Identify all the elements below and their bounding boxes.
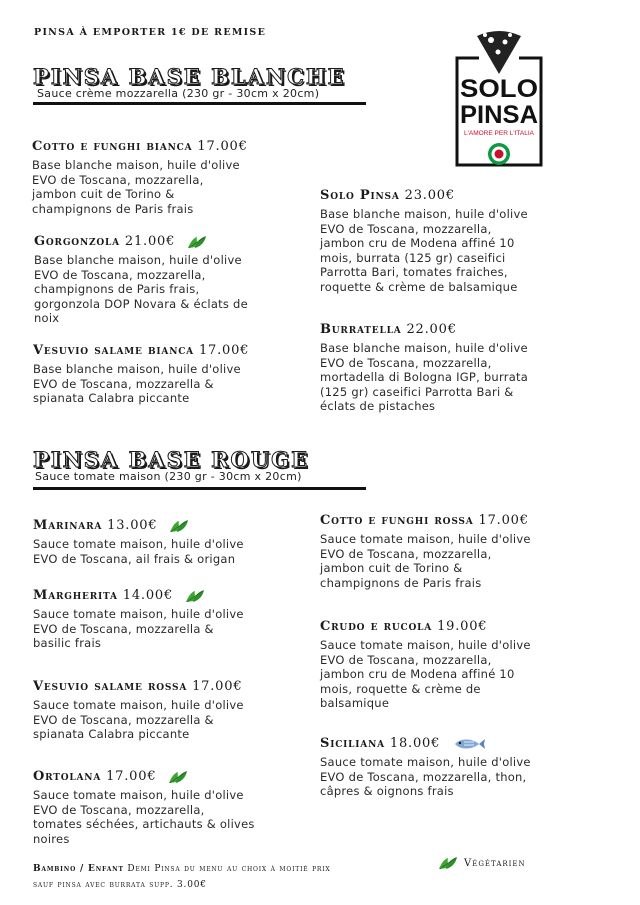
description-line: Sauce tomate maison, huile d'olive xyxy=(320,755,531,769)
item-description xyxy=(32,158,287,216)
menu-item xyxy=(320,322,575,414)
item-name xyxy=(33,588,288,603)
item-price: 17.00€ xyxy=(192,679,243,694)
kids-offer xyxy=(33,864,330,874)
description-line: Sauce tomate maison, huile d'olive xyxy=(320,532,531,546)
item-description xyxy=(320,532,575,590)
item-description xyxy=(320,207,575,295)
section-subtitle-blanche: Sauce crème mozzarella (230 gr - 30cm x 20cm) xyxy=(37,87,320,100)
item-title: Marinara xyxy=(33,518,103,533)
item-title: Siciliana xyxy=(320,736,385,751)
vegetarian-legend xyxy=(438,856,526,870)
description-line: spianata Calabra piccante xyxy=(33,391,190,406)
description-line: champignons de Paris frais, xyxy=(34,282,200,297)
leaf-icon xyxy=(187,235,207,249)
menu-item xyxy=(320,188,575,295)
description-line: Base blanche maison, huile d'olive xyxy=(33,362,241,376)
description-line: tomates séchées, artichauts & olives xyxy=(33,817,255,832)
item-name xyxy=(33,343,288,358)
pizza-slice-icon xyxy=(477,31,521,74)
description-line: gorgonzola DOP Novara & éclats de xyxy=(34,296,248,311)
legend-label: Végétarien xyxy=(464,857,526,869)
description-line: EVO de Toscana, mozzarella, thon, xyxy=(320,769,527,784)
logo-line2: PINSA xyxy=(460,101,538,129)
item-name xyxy=(33,769,288,784)
solo-pinsa-logo xyxy=(453,30,545,172)
description-line: Base blanche maison, huile d'olive xyxy=(320,341,528,355)
description-line: roquette & crème de balsamique xyxy=(320,279,518,294)
description-line: éclats de pistaches xyxy=(320,399,436,414)
description-line: EVO de Toscana, mozzarella, xyxy=(33,802,205,817)
item-name xyxy=(320,188,575,203)
description-line: Sauce tomate maison, huile d'olive xyxy=(33,698,244,712)
menu-item xyxy=(33,343,288,406)
description-line: (125 gr) caseifici Parrotta Bari & xyxy=(320,384,514,399)
description-line: jambon cru de Modena affiné 10 xyxy=(320,236,515,251)
item-description xyxy=(320,638,575,711)
description-line: champignons de Paris frais xyxy=(32,201,194,216)
item-name xyxy=(320,736,575,751)
menu-item xyxy=(320,513,575,590)
section-rule xyxy=(33,102,366,105)
promo-banner: PINSA À EMPORTER 1€ DE REMISE xyxy=(34,27,267,38)
description-line: jambon cru de Modena affiné 10 xyxy=(320,667,515,682)
logo-line1: SOLO xyxy=(460,75,538,103)
logo-tagline: L'AMORE PER L'ITALIA xyxy=(464,130,535,137)
description-line: EVO de Toscana, mozzarella & xyxy=(33,712,214,727)
item-title: Solo Pinsa xyxy=(320,188,400,203)
item-title: Vesuvio salame bianca xyxy=(33,343,194,358)
item-title: Ortolana xyxy=(33,769,102,784)
kids-label: Bambino / Enfant xyxy=(33,864,124,874)
description-line: EVO de Toscana, mozzarella, xyxy=(32,172,204,187)
item-price: 23.00€ xyxy=(404,188,455,203)
leaf-icon xyxy=(168,770,188,784)
kids-text: Demi Pinsa du menu au choix à moitié prix xyxy=(127,864,331,874)
menu-item xyxy=(33,518,288,566)
item-price: 17.00€ xyxy=(106,769,157,784)
item-title: Crudo e rucola xyxy=(320,619,433,634)
item-price: 13.00€ xyxy=(107,518,158,533)
item-description xyxy=(33,788,288,846)
description-line: EVO de Toscana, mozzarella, xyxy=(320,652,492,667)
description-line: mois, burrata (125 gr) caseifici xyxy=(320,250,506,265)
description-line: noires xyxy=(33,831,70,846)
description-line: EVO de Toscana, mozzarella & xyxy=(33,621,214,636)
item-title: Burratella xyxy=(320,322,402,337)
item-name xyxy=(320,513,575,528)
menu-item xyxy=(33,679,288,742)
menu-item xyxy=(33,769,288,846)
item-name xyxy=(320,619,575,634)
description-line: Base blanche maison, huile d'olive xyxy=(320,207,528,221)
description-line: mortadella di Bologna IGP, burrata xyxy=(320,370,529,385)
description-line: basilic frais xyxy=(33,636,102,651)
item-price: 21.00€ xyxy=(124,234,176,249)
description-line: Base blanche maison, huile d'olive xyxy=(32,158,240,172)
item-price: 19.00€ xyxy=(437,619,488,634)
menu-item xyxy=(32,139,287,216)
item-name xyxy=(32,139,287,154)
description-line: champignons de Paris frais xyxy=(320,575,482,590)
section-title-blanche: PINSA BASE BLANCHE xyxy=(33,64,346,89)
item-name xyxy=(33,679,288,694)
description-line: spianata Calabra piccante xyxy=(33,727,190,742)
italian-flag-icon xyxy=(488,143,510,165)
leaf-icon xyxy=(185,589,205,603)
description-line: Sauce tomate maison, huile d'olive xyxy=(33,537,244,551)
description-line: mois, roquette & crème de xyxy=(320,681,481,696)
section-rule xyxy=(33,487,366,490)
menu-item xyxy=(34,234,289,326)
item-title: Margherita xyxy=(33,588,118,603)
description-line: noix xyxy=(34,311,60,326)
description-line: EVO de Toscana, mozzarella, xyxy=(320,546,492,561)
burrata-note: sauf pinsa avec burrata supp. 3.00€ xyxy=(33,880,207,890)
description-line: jambon cuit de Torino & xyxy=(32,187,175,202)
section-title-rouge: PINSA BASE ROUGE xyxy=(33,447,310,472)
item-name xyxy=(320,322,575,337)
description-line: jambon cuit de Torino & xyxy=(320,561,463,576)
item-name xyxy=(34,234,289,249)
item-description xyxy=(320,755,575,799)
description-line: Sauce tomate maison, huile d'olive xyxy=(33,788,244,802)
item-price: 14.00€ xyxy=(122,588,174,603)
item-description xyxy=(33,537,288,566)
description-line: EVO de Toscana, ail frais & origan xyxy=(33,551,236,566)
item-title: Cotto e funghi rossa xyxy=(320,513,474,528)
leaf-icon xyxy=(438,856,458,870)
item-price: 22.00€ xyxy=(406,322,457,337)
menu-item xyxy=(320,736,575,799)
item-description xyxy=(33,698,288,742)
description-line: EVO de Toscana, mozzarella, xyxy=(34,267,206,282)
item-title: Cotto e funghi bianca xyxy=(32,139,193,154)
section-subtitle-rouge: Sauce tomate maison (230 gr - 30cm x 20cm) xyxy=(35,470,302,483)
item-description xyxy=(320,341,575,414)
item-description xyxy=(34,253,289,326)
item-price: 18.00€ xyxy=(389,736,441,751)
menu-item xyxy=(320,619,575,711)
leaf-icon xyxy=(169,519,189,533)
item-description xyxy=(33,607,288,651)
description-line: EVO de Toscana, mozzarella, xyxy=(320,221,492,236)
item-title: Gorgonzola xyxy=(34,234,120,249)
description-line: Parrotta Bari, tomates fraiches, xyxy=(320,265,508,280)
item-name xyxy=(33,518,288,533)
description-line: EVO de Toscana, mozzarella, xyxy=(320,355,492,370)
description-line: Sauce tomate maison, huile d'olive xyxy=(33,607,244,621)
description-line: câpres & oignons frais xyxy=(320,784,454,799)
description-line: Base blanche maison, huile d'olive xyxy=(34,253,242,267)
item-price: 17.00€ xyxy=(198,343,250,358)
fish-icon xyxy=(452,737,486,751)
description-line: balsamique xyxy=(320,696,390,711)
item-description xyxy=(33,362,288,406)
menu-item xyxy=(33,588,288,651)
item-price: 17.00€ xyxy=(478,513,529,528)
item-price: 17.00€ xyxy=(197,139,248,154)
item-title: Vesuvio salame rossa xyxy=(33,679,188,694)
description-line: EVO de Toscana, mozzarella & xyxy=(33,376,214,391)
description-line: Sauce tomate maison, huile d'olive xyxy=(320,638,531,652)
